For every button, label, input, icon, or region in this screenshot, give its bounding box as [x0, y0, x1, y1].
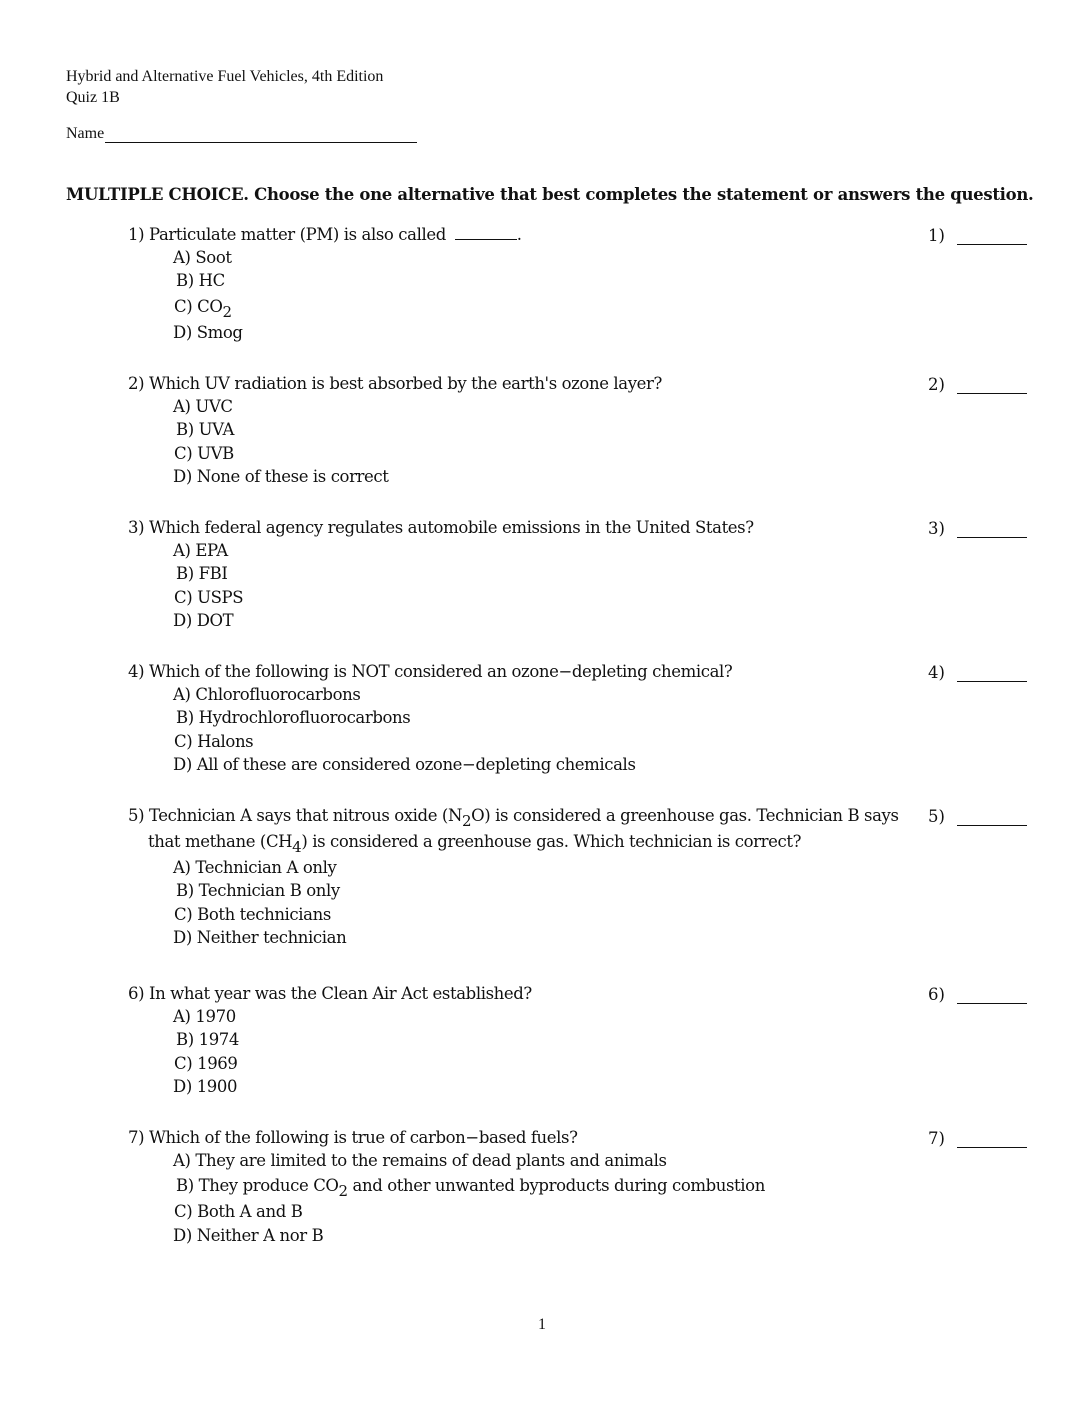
- option-a[interactable]: A) Soot: [173, 248, 232, 267]
- answer-slot-5: [928, 807, 1027, 826]
- answer-blank[interactable]: [957, 379, 1027, 394]
- question-stem: 4) Which of the following is NOT considered an ozone−depleting chemical?: [128, 662, 733, 681]
- option-b[interactable]: B) Hydrochlorofluorocarbons: [176, 708, 411, 728]
- fill-in-blank: [455, 227, 517, 240]
- option-c[interactable]: C) Halons: [174, 731, 254, 751]
- answer-number: 4): [928, 663, 945, 682]
- answer-number: 3): [928, 519, 945, 538]
- option-b[interactable]: B) 1974: [176, 1030, 239, 1050]
- name-label: Name: [66, 125, 105, 142]
- option-d[interactable]: D) Smog: [173, 322, 243, 342]
- option-b[interactable]: B) UVA: [176, 420, 235, 440]
- answer-slot-2: [928, 375, 1027, 394]
- answer-blank[interactable]: [957, 667, 1027, 682]
- book-title: Hybrid and Alternative Fuel Vehicles, 4th Edition: [66, 68, 384, 85]
- answer-blank[interactable]: [957, 1133, 1027, 1148]
- question-stem-line-2: that methane $(CH_4)$ is considered a greenhouse gas. Which technician is correct?: [148, 832, 802, 856]
- answer-blank[interactable]: [957, 523, 1027, 538]
- option-b[interactable]: B) HC: [176, 271, 225, 291]
- option-c[interactable]: C) Both technicians: [174, 904, 331, 924]
- option-b[interactable]: B) FBI: [176, 564, 228, 584]
- option-b[interactable]: B) They produce $CO_2$ and other unwanted byproducts during combustion: [176, 1176, 765, 1201]
- page-number: 1: [538, 1316, 546, 1333]
- answer-number: 1): [928, 226, 945, 245]
- question-stem-line-1: 5) Technician A says that nitrous oxide $(N_2O)$ is considered a greenhouse gas. Technician B says: [128, 806, 899, 830]
- option-a[interactable]: A) Technician A only: [173, 858, 337, 877]
- answer-slot-3: [928, 519, 1027, 538]
- answer-blank[interactable]: [957, 989, 1027, 1004]
- answer-slot-4: [928, 663, 1027, 682]
- question-3: [128, 516, 754, 632]
- answer-slot-7: [928, 1129, 1027, 1148]
- answer-number: 2): [928, 375, 945, 394]
- answer-number: 7): [928, 1129, 945, 1148]
- answer-blank[interactable]: [957, 230, 1027, 245]
- question-stem: 6) In what year was the Clean Air Act established?: [128, 984, 532, 1003]
- option-a[interactable]: A) They are limited to the remains of dead plants and animals: [173, 1151, 667, 1170]
- question-stem: 7) Which of the following is true of carbon−based fuels?: [128, 1128, 578, 1147]
- option-d[interactable]: D) 1900: [173, 1076, 238, 1096]
- answer-number: 5): [928, 807, 945, 826]
- option-b[interactable]: B) Technician B only: [176, 881, 340, 901]
- question-stem: 2) Which UV radiation is best absorbed by the earth's ozone layer?: [128, 374, 662, 393]
- option-a[interactable]: A) UVC: [173, 397, 233, 416]
- option-d[interactable]: D) Neither technician: [173, 927, 347, 947]
- question-stem: 3) Which federal agency regulates automobile emissions in the United States?: [128, 518, 754, 537]
- option-d[interactable]: D) None of these is correct: [173, 466, 389, 486]
- option-c[interactable]: C) 1969: [174, 1053, 238, 1073]
- answer-number: 6): [928, 985, 945, 1004]
- quiz-title: Quiz 1B: [66, 89, 120, 106]
- question-stem: 1) Particulate matter (PM) is also called .: [128, 225, 522, 244]
- option-a[interactable]: A) Chlorofluorocarbons: [173, 685, 361, 704]
- name-blank-line[interactable]: [105, 125, 417, 143]
- option-a[interactable]: A) EPA: [173, 541, 228, 560]
- option-c[interactable]: C) Both A and B: [174, 1202, 303, 1222]
- question-2: [128, 372, 662, 488]
- option-a[interactable]: A) 1970: [173, 1007, 236, 1026]
- option-d[interactable]: D) Neither A nor B: [173, 1225, 324, 1245]
- option-d[interactable]: D) DOT: [173, 610, 234, 630]
- question-5: [128, 804, 899, 949]
- answer-blank[interactable]: [957, 811, 1027, 826]
- question-7: [128, 1126, 765, 1247]
- name-field-row: [66, 125, 417, 143]
- option-c[interactable]: C) UVB: [174, 443, 234, 463]
- option-c[interactable]: C) USPS: [174, 587, 244, 607]
- option-d[interactable]: D) All of these are considered ozone−depleting chemicals: [173, 754, 636, 774]
- question-4: [128, 660, 732, 776]
- question-6: [128, 982, 532, 1098]
- answer-slot-6: [928, 985, 1027, 1004]
- document-header: [66, 66, 383, 108]
- instructions: MULTIPLE CHOICE. Choose the one alternative that best completes the statement or answers the question.: [66, 185, 1034, 204]
- option-c[interactable]: C) $CO_2$: [174, 296, 232, 321]
- answer-slot-1: [928, 226, 1027, 245]
- question-1: [128, 223, 522, 344]
